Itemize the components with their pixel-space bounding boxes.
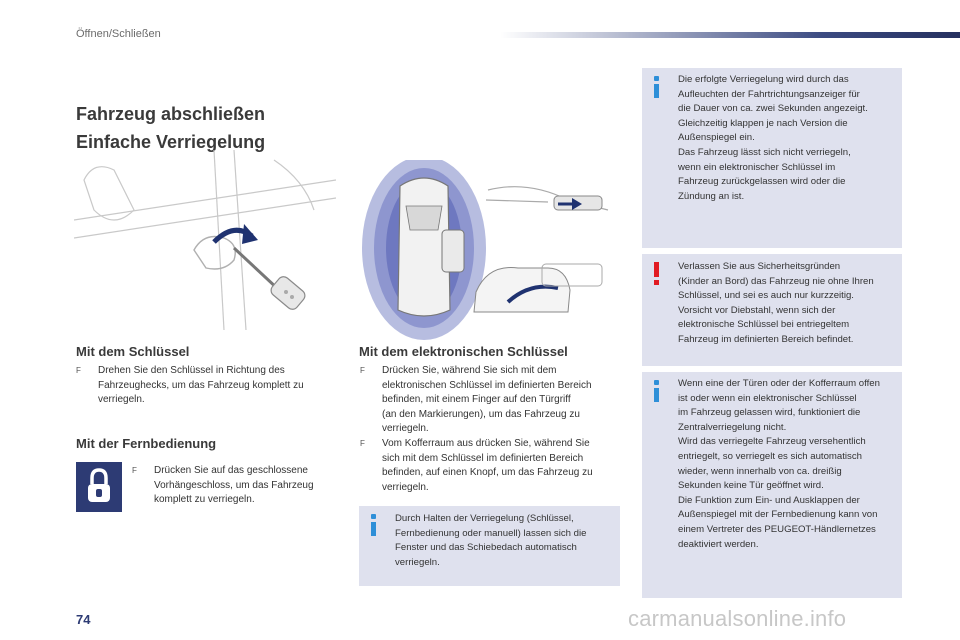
header-bar <box>500 32 960 38</box>
line: Gleichzeitig klappen je nach Version die <box>678 117 848 129</box>
chapter-title: Öffnen/Schließen <box>76 28 161 40</box>
line: Vorhängeschloss, um das Fahrzeug <box>154 479 314 491</box>
line: befinden, auf einen Knopf, um das Fahrzeug zu <box>382 467 593 479</box>
page-title-line-2: Einfache Verriegelung <box>76 132 266 152</box>
line: verriegeln. <box>382 481 429 493</box>
bullet-remote-text <box>132 464 332 508</box>
line: einem Vertreter des PEUGEOT-Händlernetzes <box>678 523 876 535</box>
line: Aufleuchten der Fahrtrichtungsanzeiger für <box>678 88 860 100</box>
line: befinden, mit einem Finger auf den Türgriff <box>382 394 571 406</box>
line: Durch Halten der Verriegelung (Schlüssel, <box>395 513 574 524</box>
line: Wenn eine der Türen oder der Kofferraum offen <box>678 378 880 389</box>
line: Schlüssel, und sei es auch nur kurzzeitig. <box>678 290 854 302</box>
line: Drücken Sie auf das geschlossene <box>154 465 308 476</box>
line: verriegeln. <box>382 423 429 435</box>
line: komplett zu verriegeln. <box>154 494 255 506</box>
line: Zentralverriegelung nicht. <box>678 421 787 433</box>
line: wenn ein elektronischer Schlüssel im <box>678 161 836 173</box>
bullet-electronic-2-text <box>360 437 630 495</box>
line: Zündung an ist. <box>678 190 745 202</box>
note-indicators-text <box>678 73 898 204</box>
note-indicators <box>642 68 902 248</box>
line: verriegeln. <box>98 394 145 406</box>
line: ist oder wenn ein elektronischer Schlüssel <box>678 392 857 404</box>
line: Drehen Sie den Schlüssel in Richtung des <box>98 365 285 376</box>
line: Sekunden keine Tür geöffnet wird. <box>678 480 824 492</box>
key-in-door-illustration <box>74 150 336 330</box>
line: Vom Kofferraum aus drücken Sie, während Sie <box>382 438 590 449</box>
bullet-remote <box>132 464 332 508</box>
info-icon <box>654 380 660 404</box>
bullet-mark: F <box>76 366 81 375</box>
info-icon <box>654 76 660 100</box>
page-number: 74 <box>76 612 91 627</box>
bullet-electronic-1 <box>360 364 630 437</box>
bullet-mark: F <box>360 366 365 375</box>
line: wieder, wenn innerhalb von ca. dreißig <box>678 465 842 477</box>
line: Verlassen Sie aus Sicherheitsgründen <box>678 261 841 272</box>
line: Fahrzeug zurückgelassen wird oder die <box>678 176 846 188</box>
line: Außenspiegel ein. <box>678 132 755 144</box>
heading-key: Mit dem Schlüssel <box>76 344 190 359</box>
info-icon <box>371 514 377 538</box>
line: (an den Markierungen), um das Fahrzeug zu <box>382 408 580 420</box>
watermark: carmanualsonline.info <box>628 606 847 631</box>
page-title <box>76 100 265 156</box>
line: Fahrzeug im definierten Bereich befindet. <box>678 333 854 345</box>
line: Fernbedienung oder manuell) lassen sich die <box>395 527 587 539</box>
note-hold-lock-text <box>395 512 615 570</box>
line: Drücken Sie, während Sie sich mit dem <box>382 365 557 376</box>
line: im Fahrzeug gelassen wird, funktioniert die <box>678 407 861 419</box>
line: Die erfolgte Verriegelung wird durch das <box>678 74 849 85</box>
line: Das Fahrzeug lässt sich nicht verriegeln, <box>678 146 851 158</box>
line: entriegelt, so verriegelt es sich automatisch <box>678 450 862 462</box>
line: die Dauer von ca. zwei Sekunden angezeigt. <box>678 103 868 115</box>
line: verriegeln. <box>395 556 440 568</box>
line: Fenster und das Schiebedach automatisch <box>395 542 577 554</box>
note-warning <box>642 254 902 366</box>
exclamation-icon <box>654 262 660 286</box>
bullet-key-text <box>76 364 336 408</box>
line: Außenspiegel mit der Fernbedienung kann von <box>678 509 878 521</box>
line: elektronische Schlüssel bei entriegeltem <box>678 319 850 331</box>
line: Wird das verriegelte Fahrzeug versehentlich <box>678 436 866 448</box>
padlock-closed-icon <box>76 462 122 512</box>
note-doors-open-text <box>678 377 900 552</box>
note-warning-text <box>678 260 898 348</box>
page-title-line-1: Fahrzeug abschließen <box>76 104 266 124</box>
heading-remote: Mit der Fernbedienung <box>76 436 217 451</box>
bullet-electronic-1-text <box>360 364 630 437</box>
bullet-mark: F <box>360 439 365 448</box>
note-hold-lock <box>359 506 620 586</box>
line: (Kinder an Bord) das Fahrzeug nie ohne Ihren <box>678 275 874 287</box>
note-doors-open <box>642 372 902 598</box>
heading-electronic-key: Mit dem elektronischen Schlüssel <box>359 344 568 359</box>
line: Vorsicht vor Diebstahl, wenn sich der <box>678 304 836 316</box>
bullet-mark: F <box>132 466 137 475</box>
bullet-key <box>76 364 336 408</box>
line: Fahrzeughecks, um das Fahrzeug komplett zu <box>98 379 304 391</box>
line: Die Funktion zum Ein- und Ausklappen der <box>678 494 860 506</box>
line: sich mit dem Schlüssel im definierten Bereich <box>382 452 584 464</box>
bullet-electronic-2 <box>360 437 630 495</box>
line: elektronischen Schlüssel im definierten Bereich <box>382 379 592 391</box>
electronic-key-zone-illustration <box>358 160 620 340</box>
line: deaktiviert werden. <box>678 538 759 550</box>
